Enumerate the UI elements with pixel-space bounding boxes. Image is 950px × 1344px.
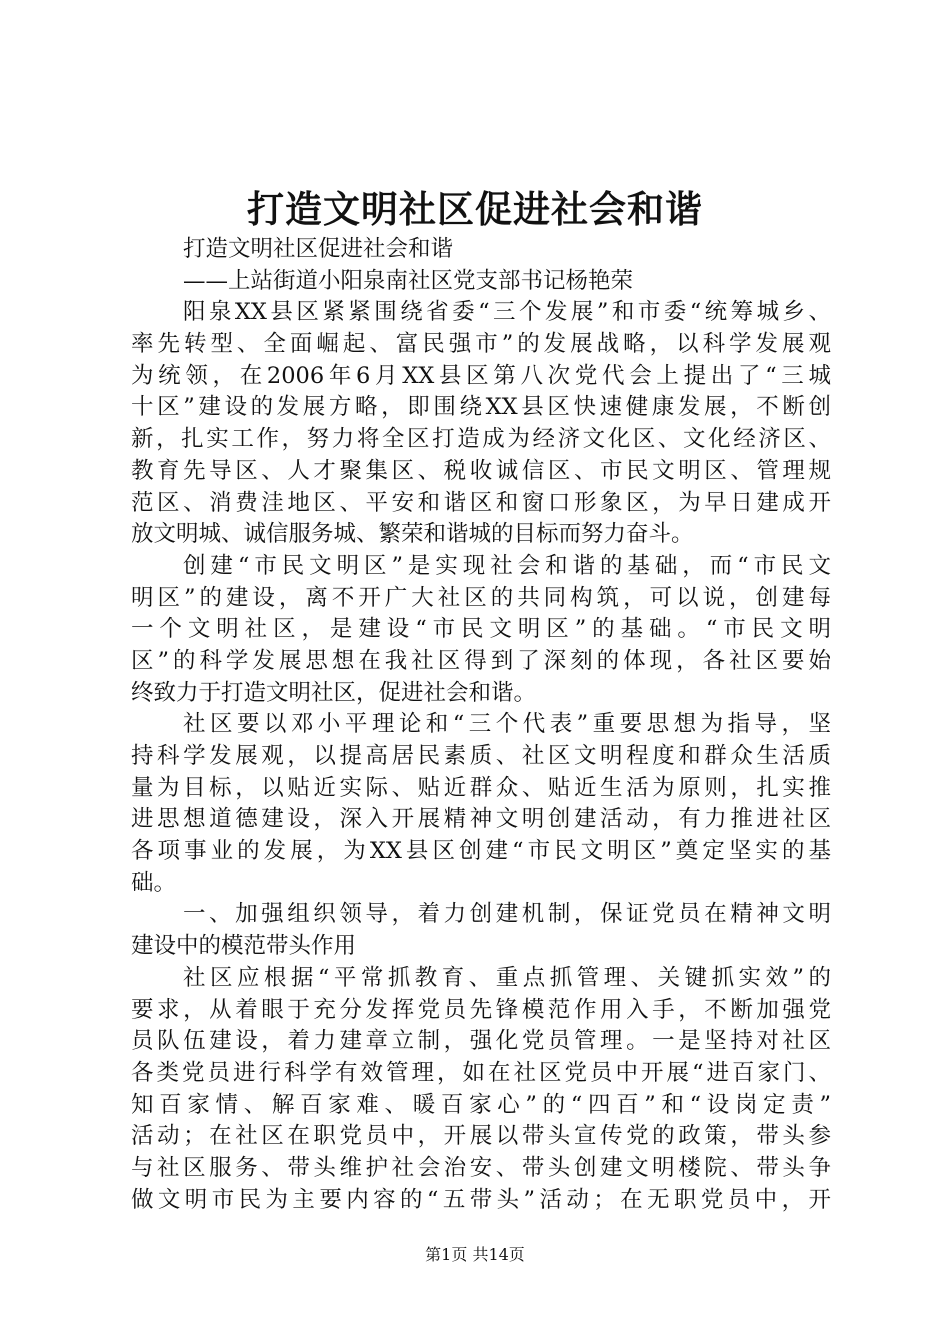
body-line: 活动；在社区在职党员中，开展以带头宣传党的政策，带头参	[131, 1123, 831, 1150]
body-line: 社区要以邓小平理论和“三个代表”重要思想为指导，坚	[183, 711, 831, 738]
body-line: 新，扎实工作，努力将全区打造成为经济文化区、文化经济区、	[131, 426, 831, 453]
body-line: 终致力于打造文明社区，促进社会和谐。	[131, 679, 537, 706]
body-line: 础。	[131, 869, 177, 896]
body-line: 各项事业的发展，为XX县区创建“市民文明区”奠定坚实的基	[131, 838, 831, 865]
section-heading-line: 一、加强组织领导，着力创建机制，保证党员在精神文明	[183, 901, 831, 928]
body-line: 放文明城、诚信服务城、繁荣和谐城的目标而努力奋斗。	[131, 521, 694, 548]
body-line: 社区应根据“平常抓教育、重点抓管理、关键抓实效”的	[183, 964, 831, 991]
body-line: 一个文明社区，是建设“市民文明区”的基础。“市民文明	[131, 616, 831, 643]
body-line: 为统领，在2006年6月XX县区第八次党代会上提出了“三城	[131, 362, 831, 389]
document-title: 打造文明社区促进社会和谐	[247, 187, 703, 231]
body-line: 要求，从着眼于充分发挥党员先锋模范作用入手，不断加强党	[131, 996, 831, 1023]
body-line: 十区”建设的发展方略，即围绕XX县区快速健康发展，不断创	[131, 394, 831, 421]
document-body	[131, 234, 831, 1216]
body-line: 员队伍建设，着力建章立制，强化党员管理。一是坚持对社区	[131, 1028, 831, 1055]
body-line: 各类党员进行科学有效管理，如在社区党员中开展“进百家门、	[131, 1059, 831, 1086]
body-line: 进思想道德建设，深入开展精神文明创建活动，有力推进社区	[131, 806, 831, 833]
body-line: 创建“市民文明区”是实现社会和谐的基础，而“市民文	[183, 552, 831, 579]
subtitle-line: 打造文明社区促进社会和谐	[183, 236, 454, 262]
body-line: 率先转型、全面崛起、富民强市”的发展战略，以科学发展观	[131, 331, 831, 358]
body-line: 持科学发展观，以提高居民素质、社区文明程度和群众生活质	[131, 743, 831, 769]
body-line: 区”的科学发展思想在我社区得到了深刻的体现，各社区要始	[131, 647, 831, 674]
body-line: 教育先导区、人才聚集区、税收诚信区、市民文明区、管理规	[131, 457, 831, 484]
body-line: 阳泉XX县区紧紧围绕省委“三个发展”和市委“统筹城乡、	[183, 299, 831, 326]
body-line: 明区”的建设，离不开广大社区的共同构筑，可以说，创建每	[131, 584, 831, 611]
page-number-footer: 第1页 共14页	[425, 1245, 525, 1264]
body-line: 范区、消费洼地区、平安和谐区和窗口形象区，为早日建成开	[131, 489, 831, 516]
body-line: 量为目标，以贴近实际、贴近群众、贴近生活为原则，扎实推	[131, 774, 831, 801]
section-heading-line: 建设中的模范带头作用	[131, 933, 357, 960]
body-line: 与社区服务、带头维护社会治安、带头创建文明楼院、带头争	[131, 1154, 831, 1181]
body-line: 知百家情、解百家难、暖百家心”的“四百”和“设岗定责”	[131, 1091, 831, 1118]
author-line: ——上站街道小阳泉南社区党支部书记杨艳荣	[183, 267, 634, 294]
body-line: 做文明市民为主要内容的“五带头”活动；在无职党员中，开	[131, 1186, 831, 1213]
